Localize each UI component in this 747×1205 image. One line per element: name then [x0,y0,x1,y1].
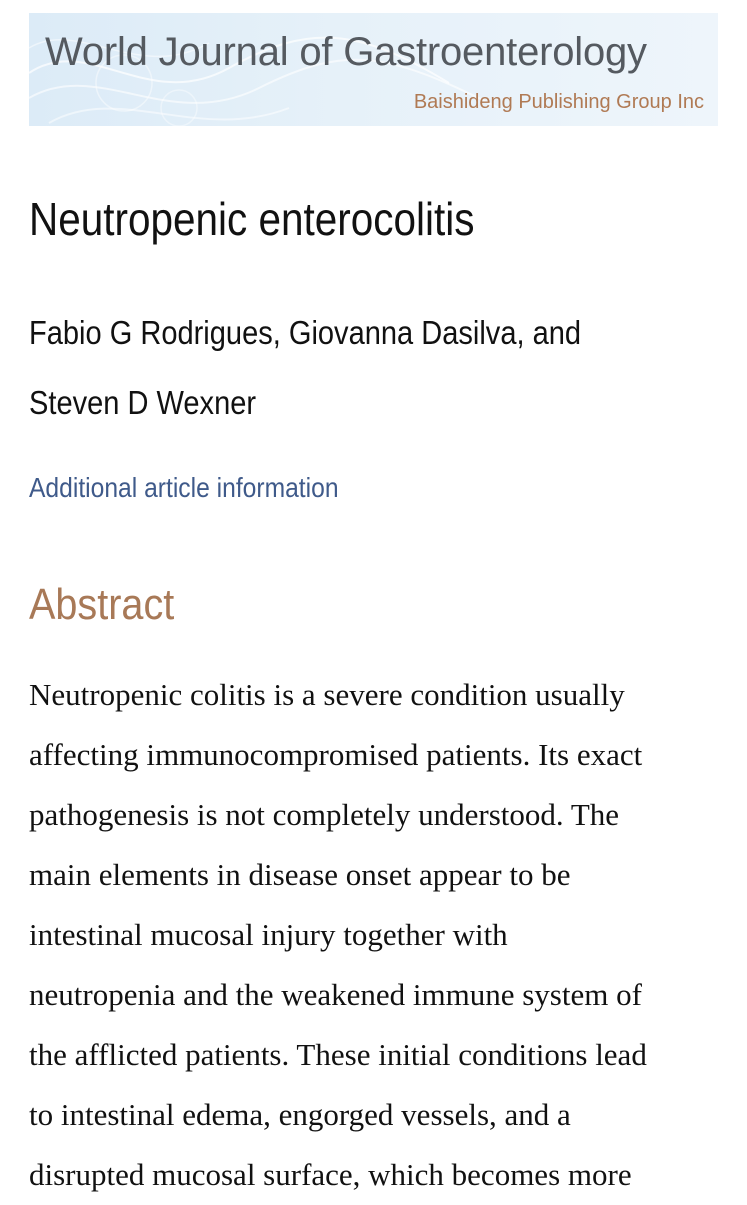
abstract-body [29,665,729,1205]
abstract-heading: Abstract [29,580,175,629]
abstract-line: disrupted mucosal surface, which becomes more [29,1157,632,1192]
abstract-line: the afflicted patients. These initial conditions lead [29,1037,647,1072]
abstract-line: to intestinal edema, engorged vessels, and a [29,1097,571,1132]
abstract-line: neutropenia and the weakened immune system of [29,977,642,1012]
abstract-line: intestinal mucosal injury together with [29,917,508,952]
publisher-name: Baishideng Publishing Group Inc [413,91,704,113]
author-line: Fabio G Rodrigues, Giovanna Dasilva, and [29,314,582,351]
journal-banner [29,13,718,126]
abstract-line: affecting immunocompromised patients. Its exact [29,737,643,772]
additional-article-information-link[interactable]: Additional article information [29,472,339,503]
article-title: Neutropenic enterocolitis [29,193,475,245]
abstract-line: main elements in disease onset appear to be [29,857,571,892]
author-line: Steven D Wexner [29,384,257,421]
abstract-line: pathogenesis is not completely understood. The [29,797,620,832]
author-list [29,298,663,438]
journal-title: World Journal of Gastroenterology [45,30,647,74]
abstract-line: Neutropenic colitis is a severe condition usually [29,677,625,712]
